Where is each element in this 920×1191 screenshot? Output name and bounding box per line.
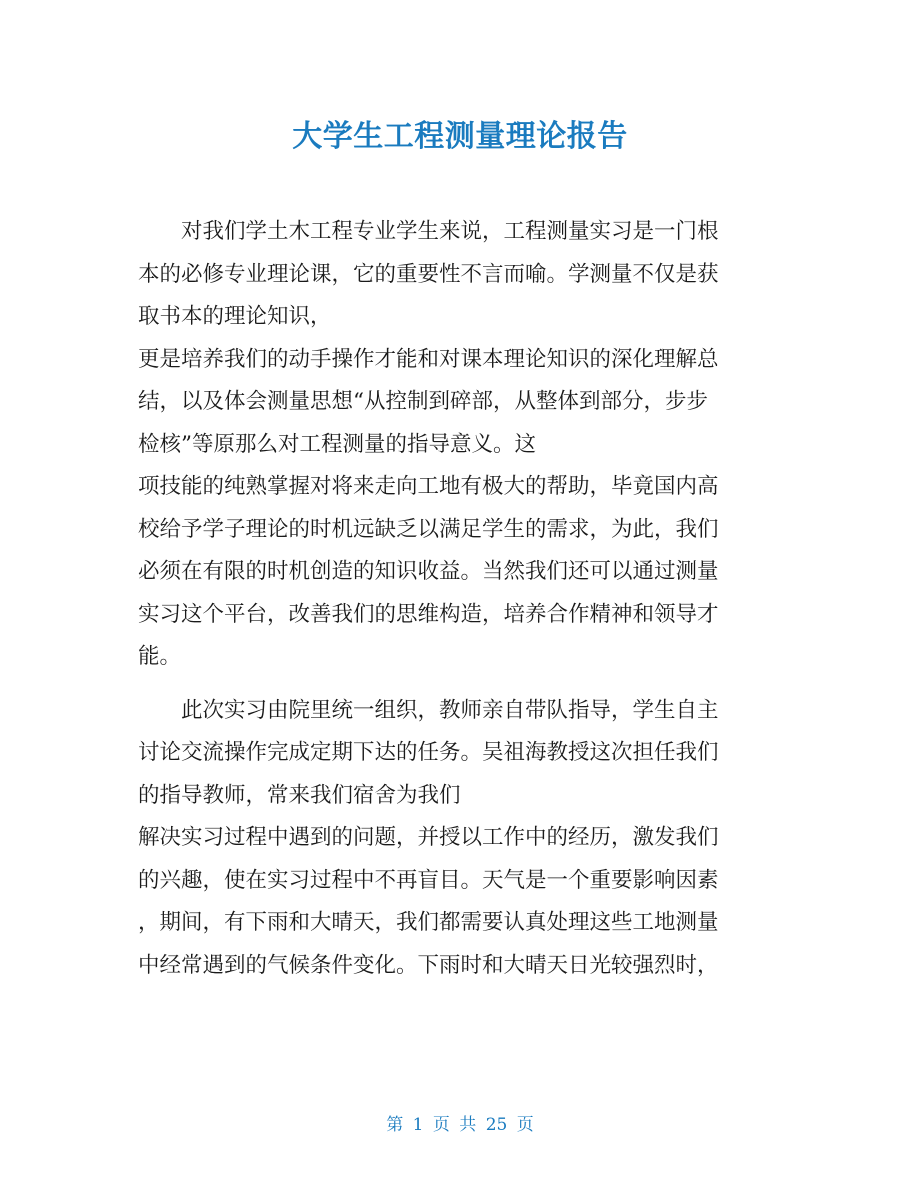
text-line: 本的必修专业理论课，它的重要性不言而喻。学测量不仅是获: [138, 261, 719, 287]
document-body: [138, 211, 788, 987]
text-line: 实习这个平台，改善我们的思维构造，培养合作精神和领导才: [138, 601, 719, 627]
text-line: 结，以及体会测量思想“从控制到碎部，从整体到部分，步步: [138, 389, 708, 414]
text-line: 解决实习过程中遇到的问题，并授以工作中的经历，激发我们: [138, 825, 719, 850]
text-line: ，期间，有下雨和大晴天，我们都需要认真处理这些工地测量: [138, 910, 719, 935]
paragraph-2: [138, 690, 788, 988]
text-line: 必须在有限的时机创造的知识收益。当然我们还可以通过测量: [138, 559, 719, 584]
text-line: 此次实习由院里统一组织，教师亲自带队指导，学生自主: [181, 697, 719, 723]
text-line: 检核”等原那么对工程测量的指导意义。这: [138, 431, 536, 457]
text-line: 校给予学子理论的时机远缺乏以满足学生的需求，为此，我们: [138, 516, 719, 542]
text-line: 能。: [138, 644, 182, 669]
text-line: 项技能的纯熟掌握对将来走向工地有极大的帮助，毕竟国内高: [138, 474, 719, 499]
text-line: 对我们学土木工程专业学生来说，工程测量实习是一门根: [181, 219, 719, 244]
page-number-footer: 第 1 页 共 25 页: [386, 1115, 534, 1135]
text-line: 取书本的理论知识，: [138, 304, 332, 329]
text-line: 中经常遇到的气候条件变化。下雨时和大晴天日光较强烈时，: [138, 952, 719, 978]
document-title: 大学生工程测量理论报告: [292, 119, 628, 154]
text-line: 的指导教师，常来我们宿舍为我们: [138, 782, 461, 808]
text-line: 更是培养我们的动手操作才能和对课本理论知识的深化理解总: [138, 346, 719, 372]
paragraph-1: [138, 211, 788, 679]
text-line: 讨论交流操作完成定期下达的任务。吴祖海教授这次担任我们: [138, 740, 719, 765]
text-line: 的兴趣，使在实习过程中不再盲目。天气是一个重要影响因素: [138, 867, 719, 893]
